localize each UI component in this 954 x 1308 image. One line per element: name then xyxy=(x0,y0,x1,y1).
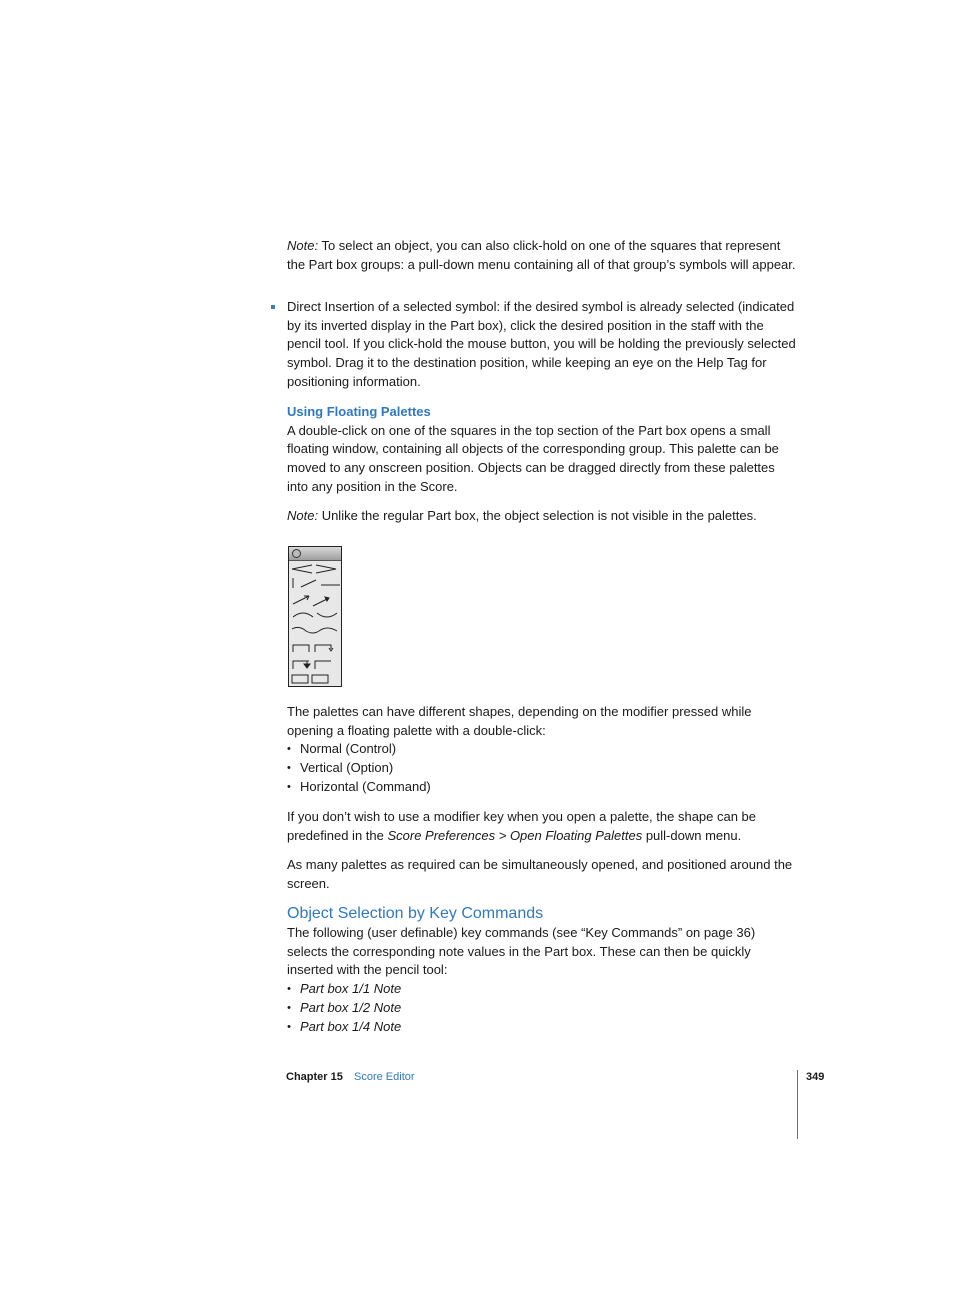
key-commands-section xyxy=(287,904,797,1036)
line-icons xyxy=(293,578,340,588)
palette-title-bar xyxy=(289,547,341,561)
footer-chapter-title[interactable]: Score Editor xyxy=(354,1071,415,1083)
key-commands-list xyxy=(287,980,797,1036)
note-paragraph-2 xyxy=(287,507,797,526)
close-icon xyxy=(292,549,301,558)
palette-shapes-intro: The palettes can have different shapes, depending on the modifier pressed while opening a floating palette with a double-click: xyxy=(287,704,752,738)
note-text: Unlike the regular Part box, the object selection is not visible in the palettes. xyxy=(318,508,757,523)
footer-divider xyxy=(797,1070,798,1139)
list-item: • Vertical (Option) xyxy=(287,759,797,778)
floating-palettes-paragraph: A double-click on one of the squares in the top section of the Part box opens a small floating window, containing all objects of the corresponding group. This palette can be moved to any onscreen position. Objects can be dragged directly from these palettes into any position in the Score. xyxy=(287,422,779,494)
preferences-text-before: If you don’t wish to use a modifier key when you open a palette, the shape can be predefined in the xyxy=(287,809,757,843)
footer-chapter: Chapter 15 xyxy=(286,1071,343,1083)
note-paragraph-1 xyxy=(287,237,797,274)
preferences-paragraph xyxy=(287,808,797,845)
floating-palettes-heading: Using Floating Palettes xyxy=(287,404,431,419)
page-number: 349 xyxy=(806,1071,825,1083)
list-item: • Horizontal (Command) xyxy=(287,778,797,797)
many-palettes-paragraph xyxy=(287,856,797,893)
list-item: • Part box 1/4 Note xyxy=(287,1018,797,1037)
direct-insertion-text: Direct Insertion of a selected symbol: if the desired symbol is already selected (indicated by its inverted display in the Part box), click the desired position in the staff with the pencil tool. If you click-hold the mouse button, you will be holding the previously selected symbol. Drag it to the destination position, while keeping an eye on the Help Tag for positioning information. xyxy=(287,299,796,389)
box-icons xyxy=(292,675,328,683)
preferences-menu-path: Score Preferences > Open Floating Palettes xyxy=(387,827,643,843)
key-commands-heading: Object Selection by Key Commands xyxy=(287,905,544,922)
bullet-square-icon xyxy=(271,305,275,309)
slur-icons xyxy=(293,613,337,617)
tie-icons xyxy=(292,627,337,633)
preferences-text-after: pull-down menu. xyxy=(642,827,742,843)
palette-shapes-list xyxy=(287,740,797,796)
floating-palette-image xyxy=(288,546,342,687)
bracket-icons xyxy=(293,645,333,669)
palette-shapes-section xyxy=(287,703,797,797)
note-label: Note: xyxy=(287,238,319,253)
decrescendo-icon xyxy=(316,565,336,573)
list-item: • Part box 1/2 Note xyxy=(287,999,797,1018)
direct-insertion-paragraph xyxy=(287,298,797,392)
list-item: • Normal (Control) xyxy=(287,740,797,759)
floating-palettes-section xyxy=(287,403,797,497)
crescendo-icon xyxy=(292,565,312,573)
key-commands-paragraph: The following (user definable) key commands (see “Key Commands” on page 36) selects the corresponding note values in the Part box. These can then be quickly inserted with the pencil tool: xyxy=(287,925,756,978)
note-text: To select an object, you can also click-hold on one of the squares that represent the Part box groups: a pull-down menu containing all of that group’s symbols will appear. xyxy=(287,238,796,272)
note-label: Note: xyxy=(287,508,319,523)
palette-symbols xyxy=(289,561,341,686)
many-palettes-text: As many palettes as required can be simultaneously opened, and positioned around the screen. xyxy=(287,857,793,891)
arrow-icons xyxy=(293,596,329,606)
list-item: • Part box 1/1 Note xyxy=(287,980,797,999)
